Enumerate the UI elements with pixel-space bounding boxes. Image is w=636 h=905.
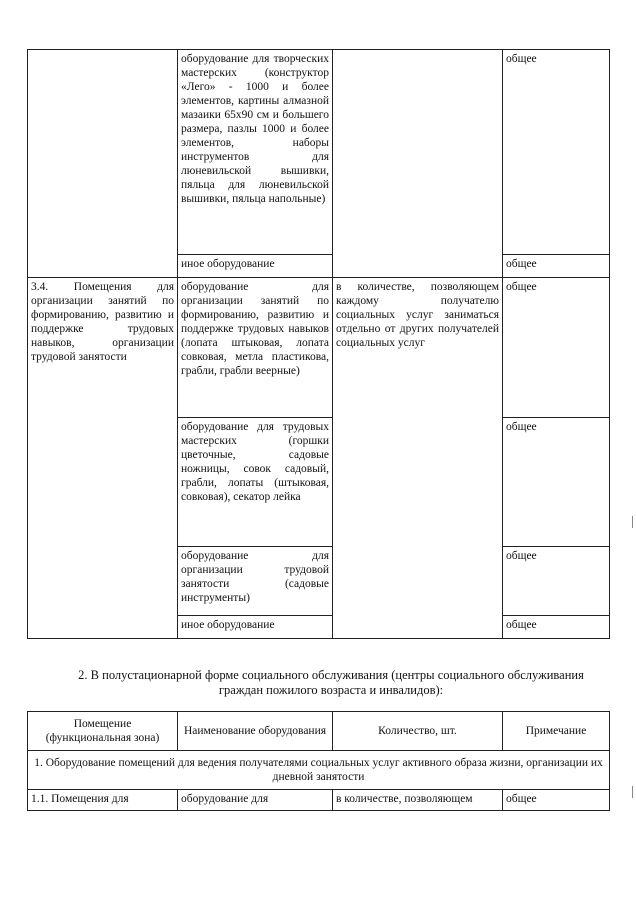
section-row (28, 751, 610, 790)
zone-cell: 3.4. Помещения для организации занятий по формированию, развитию и поддержке трудовых навыков, организации трудовой занятости (28, 278, 178, 639)
note-cell: общее (503, 547, 610, 616)
equipment-cell: оборудование для творческих мастерских (конструктор «Лего» - 1000 и более элементов, картины алмазной мазаики 65х90 см и большего размера, пазлы 1000 и более элементов, наборы инструментов для люневильской вышивки, пяльца для люневильской вышивки, пяльца напольные) (178, 50, 333, 255)
equipment-cell: оборудование для трудовых мастерских (горшки цветочные, садовые ножницы, совок садовый, грабли, лопаты (штыковая, совковая), секатор лейка (178, 418, 333, 547)
note-cell: общее (503, 50, 610, 255)
table-header-row (28, 712, 610, 751)
scan-margin-mark (632, 786, 636, 798)
header-quantity: Количество, шт. (333, 712, 503, 751)
note-cell: общее (503, 278, 610, 418)
equipment-cell: оборудование для организации занятий по формированию, развитию и поддержке трудовых навыков (лопата штыковая, лопата совковая, метла пластикова, грабли, грабли веерные) (178, 278, 333, 418)
header-note: Примечание (503, 712, 610, 751)
zone-cell (28, 50, 178, 278)
table-row (28, 278, 610, 418)
quantity-cell: в количестве, позволяющем (333, 790, 503, 811)
caption-line: граждан пожилого возраста и инвалидов): (218, 683, 444, 697)
section-title: 1. Оборудование помещений для ведения получателями социальных услуг активного образа жизни, организации их дневной занятости (28, 751, 610, 790)
note-cell: общее (503, 616, 610, 639)
note-cell: общее (503, 790, 610, 811)
note-cell: общее (503, 255, 610, 278)
equipment-cell: оборудование для (178, 790, 333, 811)
equipment-table-continued (27, 49, 610, 639)
equipment-table-semistationary (27, 711, 610, 811)
section-caption (60, 668, 602, 698)
scan-margin-mark (632, 516, 636, 528)
equipment-cell: иное оборудование (178, 255, 333, 278)
quantity-cell (333, 50, 503, 278)
table-row (28, 790, 610, 811)
equipment-cell: оборудование для организации трудовой занятости (садовые инструменты) (178, 547, 333, 616)
header-equipment: Наименование оборудования (178, 712, 333, 751)
quantity-cell: в количестве, позволяющем каждому получателю социальных услуг заниматься отдельно от других получателей социальных услуг (333, 278, 503, 639)
header-zone: Помещение (функциональная зона) (28, 712, 178, 751)
table-row (28, 50, 610, 255)
note-cell: общее (503, 418, 610, 547)
caption-line: 2. В полустационарной форме социального обслуживания (центры социального обслуживания (78, 668, 584, 682)
zone-cell: 1.1. Помещения для (28, 790, 178, 811)
equipment-cell: иное оборудование (178, 616, 333, 639)
